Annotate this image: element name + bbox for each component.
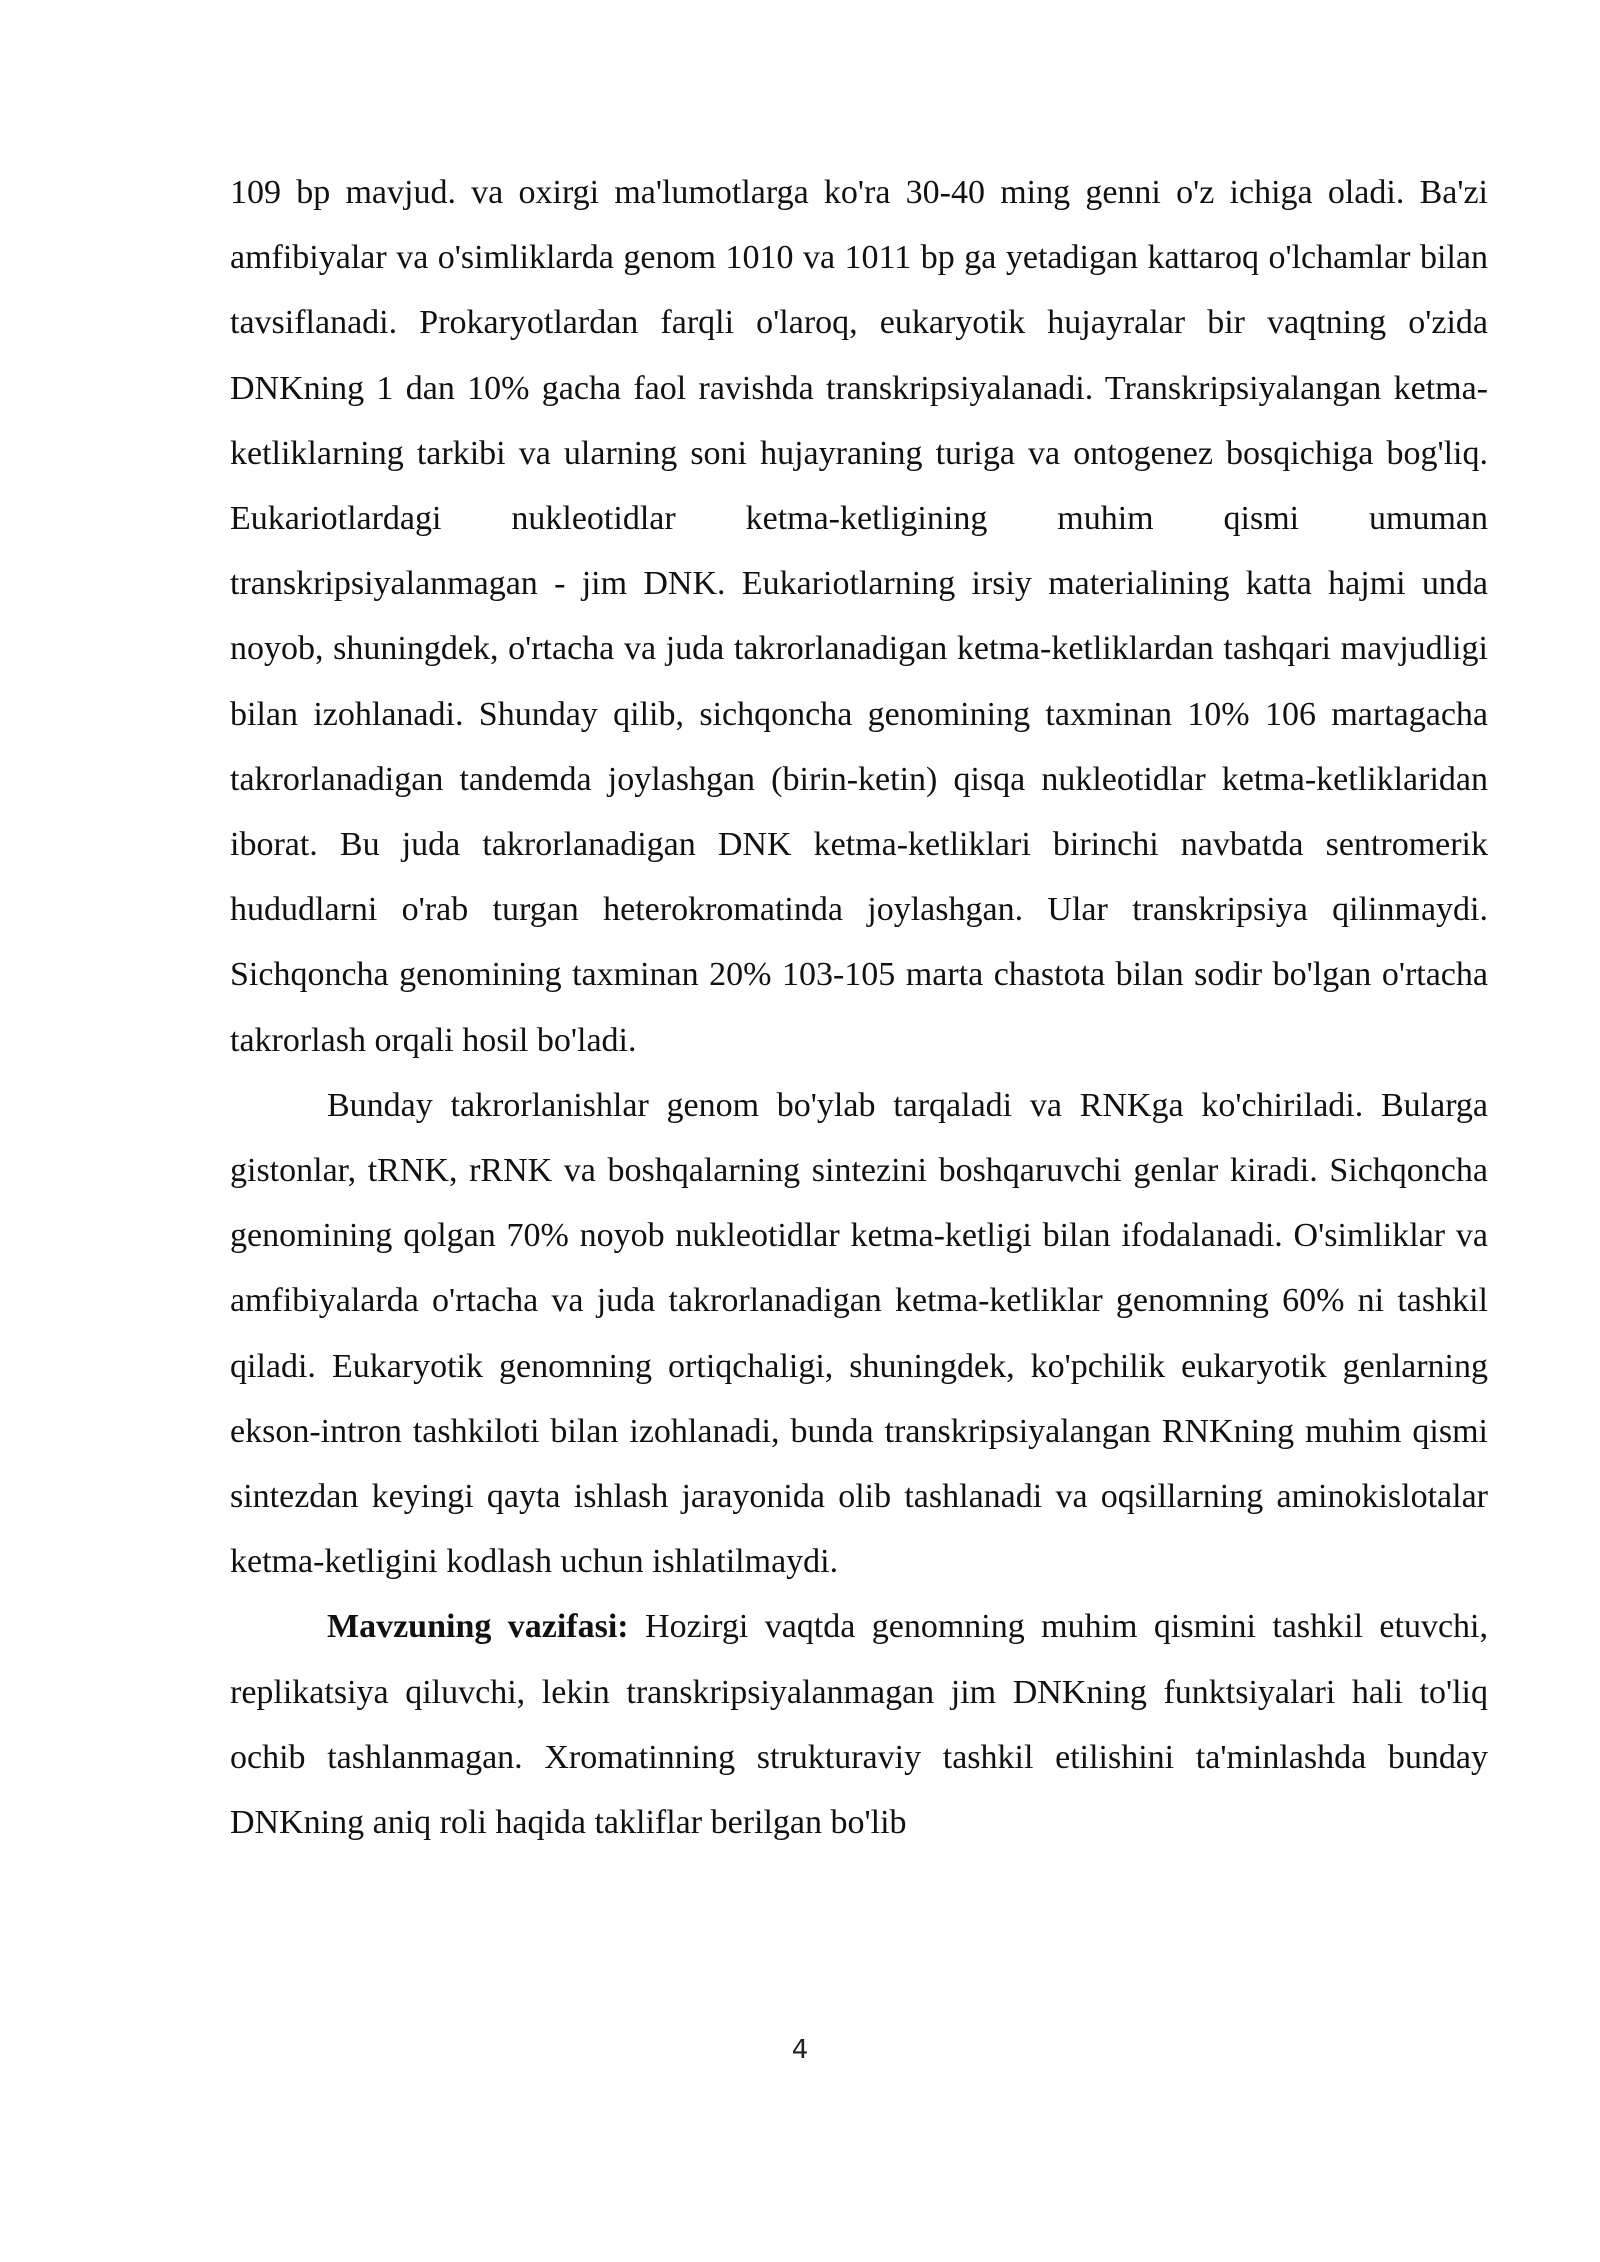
paragraph-3-text: Hozirgi vaqtda genomning muhim qismini tashkil etuvchi, replikatsiya qiluvchi, lekin transkripsiyalanmagan jim DNKning funktsiyalari hali to'liq ochib tashlanmagan. Xromatinning strukturaviy tashkil etilishini ta'minlashda bunday DNKning aniq roli haqida takliflar berilgan bo'lib	[230, 1608, 1488, 1842]
paragraph-2: Bunday takrorlanishlar genom bo'ylab tarqaladi va RNKga ko'chiriladi. Bularga gistonlar, tRNK, rRNK va boshqalarning sintezini boshqaruvchi genlar kiradi. Sichqoncha genomining qolgan 70% noyob nukleotidlar ketma-ketligi bilan ifodalanadi. O'simliklar va amfibiyalarda o'rtacha va juda takrorlanadigan ketma-ketliklar genomning 60% ni tashkil qiladi. Eukaryotik genomning ortiqchaligi, shuningdek, ko'pchilik eukaryotik genlarning ekson-intron tashkiloti bilan izohlanadi, bunda transkripsiyalangan RNKning muhim qismi sintezdan keyingi qayta ishlash jarayonida olib tashlanadi va oqsillarning aminokislotalar ketma-ketligini kodlash uchun ishlatilmaydi.	[230, 1086, 1488, 1581]
page-number: 4	[791, 2035, 809, 2065]
section-lead-label: Mavzuning vazifasi:	[327, 1608, 629, 1646]
paragraph-1: 109 bp mavjud. va oxirgi ma'lumotlarga ko'ra 30-40 ming genni o'z ichiga oladi. Ba'zi amfibiyalar va o'simliklarda genom 1010 va 1011 bp ga yetadigan kattaroq o'lchamlar bilan tavsiflanadi. Prokaryotlardan farqli o'laroq, eukaryotik hujayralar bir vaqtning o'zida DNKning 1 dan 10% gacha faol ravishda transkripsiyalanadi. Transkripsiyalangan ketma-ketliklarning tarkibi va ularning soni hujayraning turiga va ontogenez bosqichiga bog'liq. Eukariotlardagi nukleotidlar ketma-ketligining muhim qismi umuman transkripsiyalanmagan - jim DNK. Eukariotlarning irsiy materialining katta hajmi unda noyob, shuningdek, o'rtacha va juda takrorlanadigan ketma-ketliklardan tashqari mavjudligi bilan izohlanadi. Shunday qilib, sichqoncha genomining taxminan 10% 106 martagacha takrorlanadigan tandemda joylashgan (birin-ketin) qisqa nukleotidlar ketma-ketliklaridan iborat. Bu juda takrorlanadigan DNK ketma-ketliklari birinchi navbatda sentromerik hududlarni o'rab turgan heterokromatinda joylashgan. Ular transkripsiya qilinmaydi. Sichqoncha genomining taxminan 20% 103-105 marta chastota bilan sodir bo'lgan o'rtacha takrorlash orqali hosil bo'ladi.	[230, 174, 1488, 1059]
paragraph-3	[230, 1594, 1488, 1855]
document-body	[230, 160, 1488, 1855]
